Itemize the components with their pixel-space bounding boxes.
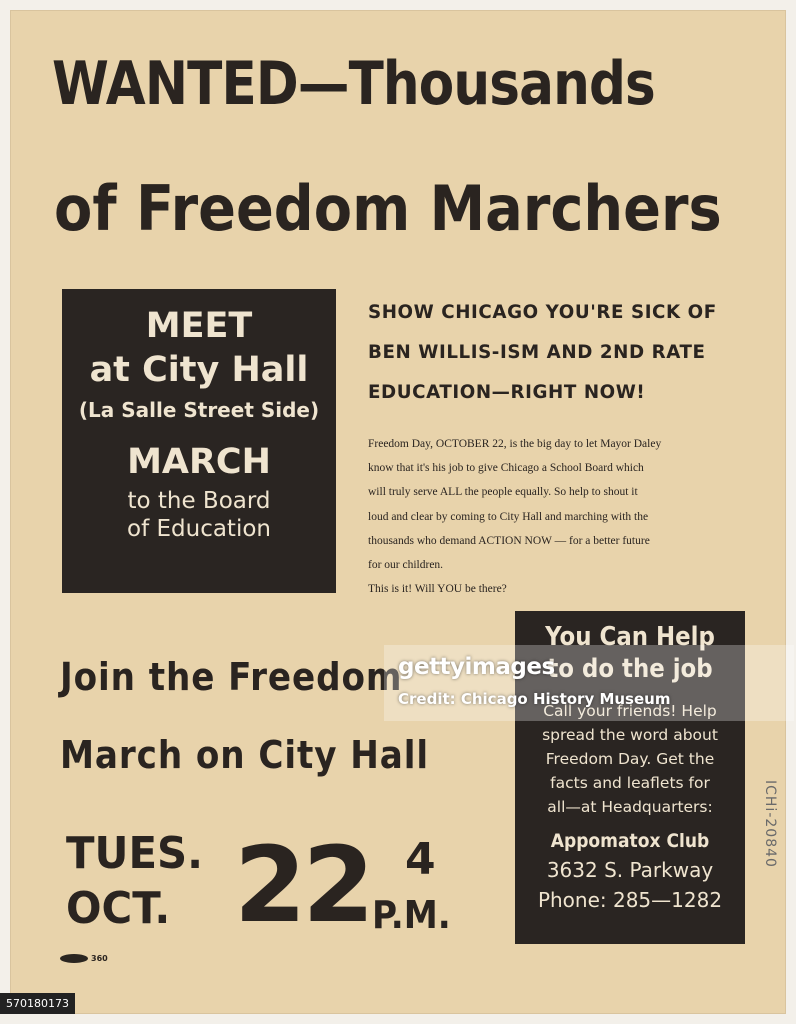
join-line-2: March on City Hall [60, 733, 429, 777]
show-chicago-line-1: SHOW CHICAGO YOU'RE SICK OF [368, 301, 717, 323]
help-body-line: spread the word about [542, 726, 718, 744]
headline-line-1: WANTED—Thousands [52, 49, 655, 119]
join-march-heading [60, 638, 429, 794]
march-label: MARCH [127, 442, 271, 482]
image-id-badge: 570180173 [0, 993, 75, 1014]
pencil-catalog-note: ICHi-20840 [762, 780, 778, 868]
help-body-line: Call your friends! Help [543, 702, 717, 720]
union-number: 360 [91, 954, 108, 963]
body-line: Freedom Day, OCTOBER 22, is the big day to let Mayor Daley [368, 438, 662, 450]
show-chicago-heading [368, 292, 758, 412]
help-body-line: Freedom Day. Get the [545, 750, 715, 768]
meet-box [62, 289, 336, 593]
help-heading-2: to do the job [547, 654, 713, 684]
body-line: for our children. [368, 559, 444, 572]
date-weekday: TUES. [66, 828, 203, 879]
date-month: OCT. [66, 883, 171, 934]
meet-place: at City Hall [89, 350, 309, 390]
club-name: Appomatox Club [550, 830, 710, 852]
date-day: 22 [234, 824, 371, 946]
help-body-line: all—at Headquarters: [547, 798, 713, 816]
union-bug [60, 954, 108, 963]
time-number: 4 [405, 834, 436, 885]
meet-side: (La Salle Street Side) [78, 398, 320, 422]
join-line-1: Join the Freedom [60, 655, 403, 699]
body-line: will truly serve ALL the people equally. So help to shout it [368, 486, 638, 499]
help-body-line: facts and leaflets for [550, 774, 710, 792]
help-heading-1: You Can Help [545, 622, 715, 652]
union-label-icon [60, 954, 88, 963]
club-phone: Phone: 285—1282 [537, 888, 723, 912]
headline-line-2: of Freedom Marchers [54, 172, 722, 245]
watermark-logo: gettyimages [398, 654, 555, 680]
body-copy [368, 432, 758, 601]
time-unit: P.M. [372, 893, 451, 937]
body-line: thousands who demand ACTION NOW — for a better future [368, 534, 650, 547]
meet-label: MEET [145, 306, 253, 346]
club-address: 3632 S. Parkway [546, 858, 714, 882]
show-chicago-line-3: EDUCATION—RIGHT NOW! [368, 381, 646, 403]
watermark [384, 645, 794, 721]
body-line: know that it's his job to give Chicago a School Board which [368, 462, 644, 475]
watermark-credit: Credit: Chicago History Museum [398, 690, 671, 708]
show-chicago-line-2: BEN WILLIS-ISM AND 2ND RATE [368, 341, 706, 363]
body-line: This is it! Will YOU be there? [368, 583, 507, 596]
march-dest-line-2: of Education [127, 516, 271, 542]
body-line: loud and clear by coming to City Hall and marching with the [368, 510, 649, 523]
march-dest-line-1: to the Board [127, 488, 271, 514]
